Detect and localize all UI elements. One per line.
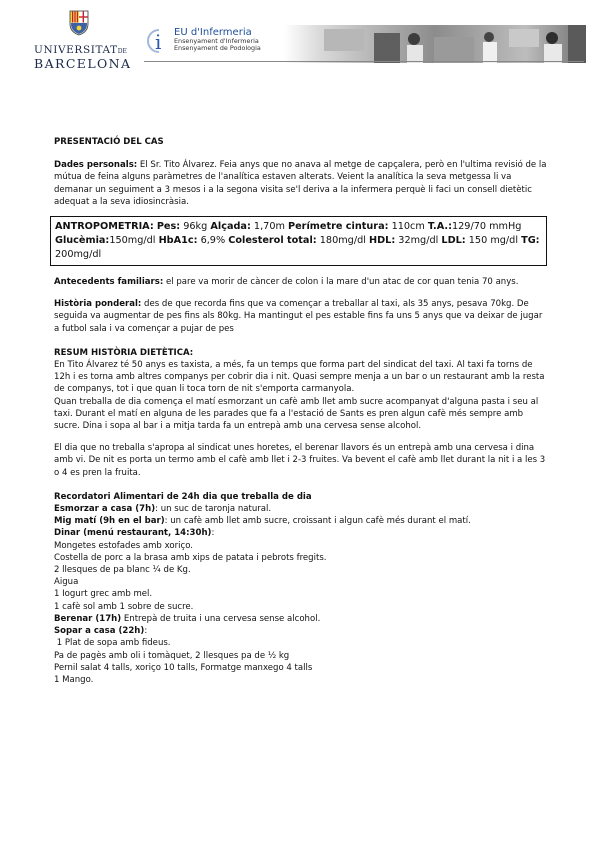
lunch-item: Mongetes estofades amb xoriço.: [54, 540, 193, 551]
university-name-line2: BARCELONA: [34, 56, 132, 71]
eu-sub2: Ensenyament de Podologia: [174, 44, 261, 52]
snack-line: Berenar (17h) Entrepà de truita i una cervesa sense alcohol.: [54, 613, 321, 624]
university-shield-icon: [69, 10, 89, 36]
family-history-paragraph: Antecedents familiars: el pare va morir de càncer de colon i la mare d'un atac de cor quan tenia 70 anys.: [54, 277, 519, 288]
eu-infermeria-label: [174, 27, 284, 52]
case-title: PRESENTACIÓ DEL CAS: [54, 137, 164, 147]
diet-summary-p3: El dia que no treballa s'apropa al sindicat unes horetes, el berenar llavors és un entrepà amb una cervesa i dina amb vi. De nit es porta un termo amb el cafè amb llet i 2-3 fruites. Va bevent el cafè amb llet durant la nit i a les 3 o 4 es pren la fruita.: [54, 443, 546, 478]
anthropometry-box: ANTROPOMETRIA: Pes: 96kg Alçada: 1,70m Perímetre cintura: 110cm T.A.:129/70 mmHg Glucèmia:150mg/dl HbA1c: 6,9% Colesterol total: 180mg/dl HDL: 32mg/dl LDL: 150 mg/dl TG: 200mg/dl: [50, 216, 547, 266]
personal-data-paragraph: Dades personals: El Sr. Tito Álvarez. Feia anys que no anava al metge de capçalera, però en l'ultima revisió de la mútua de feina alguns paràmetres de l'analítica estaven alterats. Veient la analítica la seva metgessa li va demanar un seguiment a 3 mesos i a la segona visita se'l deriva a la infermera perquè li faci un consell dietètic adequat a la seva idiosincràsia.: [54, 160, 547, 207]
lunch-item: 2 llesques de pa blanc ¼ de Kg.: [54, 565, 191, 576]
lunch-item: 1 Iogurt grec amb mel.: [54, 589, 153, 600]
lunch-item: Aigua: [54, 577, 79, 588]
eu-title: EU d'Infermeria: [174, 27, 252, 38]
diet-summary-title: RESUM HISTÒRIA DIETÈTICA:: [54, 347, 194, 358]
eu-badge-letter: i: [155, 30, 162, 54]
weight-history-paragraph: Història ponderal: des de que recorda fins que va començar a treballar al taxi, als 35 anys, pesava 70kg. De seguida va augmentar de pes fins als 80kg. Ha mantingut el pes estable fins fa uns 5 anys que va deixar de jugar a futbol sala i va començar a pujar de pes: [54, 299, 543, 334]
food-recall-title: Recordatori Alimentari de 24h dia que treballa de dia: [54, 491, 312, 502]
page-header: [0, 0, 600, 75]
diet-summary-p2: Quan treballa de dia comença el matí esmorzant un cafè amb llet amb sucre acompanyat d'alguna pasta i seu al taxi. Durant el matí en alguna de les parades que fa a l'estació de Sants es pren algun cafè més sempre amb sucre. Dina i sopa al bar i a mitja tarda fa un entrepà amb una cervesa sense alcohol.: [54, 396, 539, 432]
header-photo-strip: [284, 25, 586, 63]
case-document: [54, 136, 550, 686]
midmorning-line: Mig matí (9h en el bar): un cafè amb llet amb sucre, croissant i algun cafè més durant el matí.: [54, 516, 471, 527]
breakfast-line: Esmorzar a casa (7h): un suc de taronja natural.: [54, 504, 272, 515]
eu-infermeria-badge-icon: [145, 27, 169, 55]
dinner-item: 1 Mango.: [54, 674, 94, 685]
lunch-heading: Dinar (menú restaurant, 14:30h):: [54, 528, 215, 539]
university-logo: [34, 10, 132, 71]
dinner-item: 1 Plat de sopa amb fideus.: [54, 638, 171, 649]
lunch-item: Costella de porc a la brasa amb xips de patata i pebrots fregits.: [54, 552, 327, 563]
diet-summary-p1: En Tito Álvarez té 50 anys es taxista, a més, fa un temps que forma part del sindicat del taxi. Al taxi fa torns de 12h i es torna amb altres companys per cobrir dia i nit. Quasi sempre menja a un bar o un restaurant amb la resta de companys, tot i que quan li toca torn de nit s'emporta carmanyola.: [54, 360, 545, 395]
lunch-item: 1 cafè sol amb 1 sobre de sucre.: [54, 601, 194, 612]
university-name-line1: UNIVERSITATDE: [34, 44, 127, 56]
dinner-heading: Sopar a casa (22h):: [54, 626, 148, 637]
header-divider: [144, 61, 584, 62]
dinner-item: Pernil salat 4 talls, xoriço 10 talls, Formatge manxego 4 talls: [54, 662, 313, 673]
dinner-item: Pa de pagès amb oli i tomàquet, 2 llesques pa de ½ kg: [54, 650, 290, 661]
eu-sub1: Ensenyament d'Infermeria: [174, 37, 259, 45]
